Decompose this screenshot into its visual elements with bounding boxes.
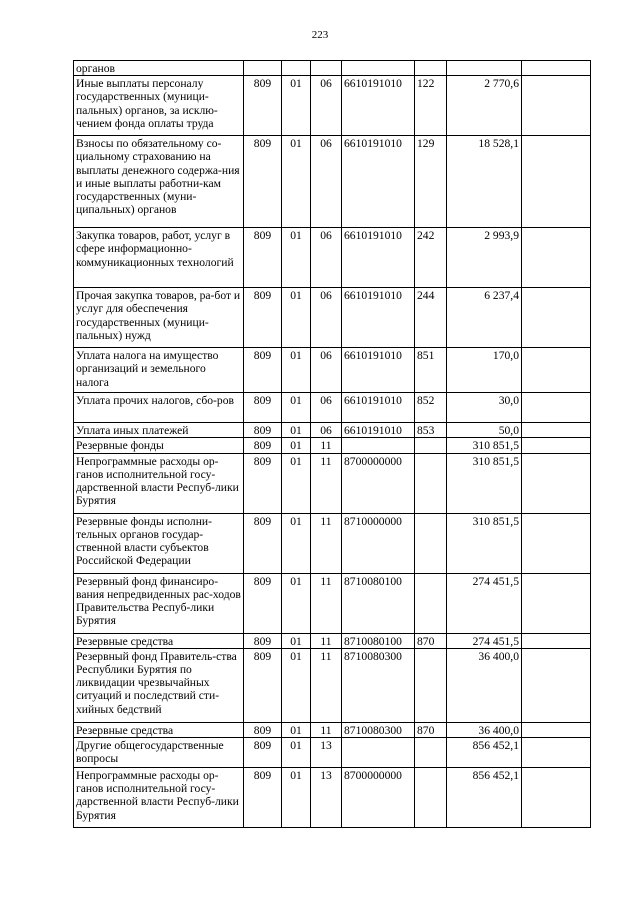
row-extra [522, 722, 591, 737]
row-csr: 6610191010 [342, 348, 415, 393]
row-grbs: 809 [244, 573, 282, 633]
table-row [74, 722, 591, 737]
table-row [74, 738, 591, 768]
row-csr [342, 738, 415, 768]
row-rz: 01 [282, 288, 311, 348]
row-extra [522, 453, 591, 513]
table-row [74, 288, 591, 348]
row-grbs: 809 [244, 393, 282, 423]
table-row [74, 633, 591, 648]
row-name: Другие общегосударственные вопросы [74, 738, 244, 768]
row-name: Прочая закупка товаров, ра-бот и услуг для обеспечения государственных (муници-пальных) нужд [74, 288, 244, 348]
row-csr: 8700000000 [342, 768, 415, 828]
row-rz: 01 [282, 348, 311, 393]
row-pr: 11 [311, 513, 342, 573]
row-vr: 853 [415, 423, 447, 438]
table-row [74, 423, 591, 438]
row-name: Резервные фонды исполни-тельных органов государ-ственной власти субъектов Российской Федерации [74, 513, 244, 573]
row-grbs: 809 [244, 348, 282, 393]
row-pr [311, 61, 342, 76]
row-csr: 6610191010 [342, 228, 415, 288]
row-vr [415, 61, 447, 76]
row-name: Резервные фонды [74, 438, 244, 453]
row-name: Резервный фонд Правитель-ства Республики Бурятия по ликвидации чрезвычайных ситуаций и последствий сти-хийных бедствий [74, 648, 244, 722]
row-csr: 8710080100 [342, 573, 415, 633]
row-pr: 13 [311, 738, 342, 768]
row-vr [415, 768, 447, 828]
row-csr [342, 61, 415, 76]
row-extra [522, 648, 591, 722]
row-name: Уплата прочих налогов, сбо-ров [74, 393, 244, 423]
row-amount [447, 61, 522, 76]
row-name: Взносы по обязательному со-циальному страхованию на выплаты денежного содержа-ния и иные выплаты работни-кам государственных (муни-ципальных) органов [74, 136, 244, 228]
row-name: Непрограммные расходы ор-ганов исполнительной госу-дарственной власти Респуб-лики Бурятия [74, 768, 244, 828]
row-csr [342, 438, 415, 453]
row-amount: 36 400,0 [447, 722, 522, 737]
row-grbs: 809 [244, 453, 282, 513]
row-csr: 8710080300 [342, 722, 415, 737]
row-extra [522, 633, 591, 648]
row-grbs: 809 [244, 738, 282, 768]
row-extra [522, 288, 591, 348]
row-grbs: 809 [244, 513, 282, 573]
row-vr: 852 [415, 393, 447, 423]
row-amount: 274 451,5 [447, 573, 522, 633]
row-rz: 01 [282, 648, 311, 722]
row-extra [522, 136, 591, 228]
row-extra [522, 61, 591, 76]
row-amount: 856 452,1 [447, 768, 522, 828]
row-csr: 6610191010 [342, 136, 415, 228]
table-row [74, 136, 591, 228]
row-vr: 870 [415, 633, 447, 648]
row-csr: 8710080300 [342, 648, 415, 722]
row-name: Непрограммные расходы ор-ганов исполнительной госу-дарственной власти Респуб-лики Бурятия [74, 453, 244, 513]
row-amount: 274 451,5 [447, 633, 522, 648]
row-pr: 11 [311, 722, 342, 737]
row-pr: 06 [311, 136, 342, 228]
row-vr [415, 438, 447, 453]
row-name: Резервные средства [74, 722, 244, 737]
row-name: Уплата иных платежей [74, 423, 244, 438]
row-amount: 18 528,1 [447, 136, 522, 228]
row-grbs: 809 [244, 438, 282, 453]
row-extra [522, 438, 591, 453]
row-rz: 01 [282, 722, 311, 737]
row-vr: 851 [415, 348, 447, 393]
row-rz: 01 [282, 738, 311, 768]
row-pr: 06 [311, 393, 342, 423]
row-csr: 6610191010 [342, 423, 415, 438]
row-rz: 01 [282, 136, 311, 228]
row-grbs: 809 [244, 76, 282, 136]
row-pr: 11 [311, 573, 342, 633]
row-amount: 36 400,0 [447, 648, 522, 722]
row-vr [415, 453, 447, 513]
row-name: Иные выплаты персоналу государственных (муници-пальных) органов, за исклю-чением фонда оплаты труда [74, 76, 244, 136]
row-name: Резервный фонд финансиро-вания непредвиденных рас-ходов Правительства Респуб-лики Бурятия [74, 573, 244, 633]
row-rz: 01 [282, 573, 311, 633]
row-amount: 2 993,9 [447, 228, 522, 288]
table-row [74, 438, 591, 453]
row-rz: 01 [282, 423, 311, 438]
row-extra [522, 76, 591, 136]
row-amount: 6 237,4 [447, 288, 522, 348]
row-pr: 11 [311, 438, 342, 453]
row-vr [415, 573, 447, 633]
row-name: Резервные средства [74, 633, 244, 648]
row-csr: 8700000000 [342, 453, 415, 513]
row-pr: 06 [311, 348, 342, 393]
row-amount: 310 851,5 [447, 438, 522, 453]
row-extra [522, 348, 591, 393]
table-row [74, 573, 591, 633]
page-number: 223 [311, 29, 329, 41]
row-pr: 06 [311, 288, 342, 348]
row-grbs: 809 [244, 633, 282, 648]
row-rz: 01 [282, 513, 311, 573]
row-rz: 01 [282, 76, 311, 136]
row-grbs: 809 [244, 648, 282, 722]
table-row [74, 348, 591, 393]
row-grbs [244, 61, 282, 76]
table-row [74, 453, 591, 513]
row-grbs: 809 [244, 423, 282, 438]
row-csr: 6610191010 [342, 393, 415, 423]
row-extra [522, 513, 591, 573]
row-pr: 06 [311, 423, 342, 438]
row-pr: 11 [311, 453, 342, 513]
row-grbs: 809 [244, 288, 282, 348]
row-vr: 244 [415, 288, 447, 348]
row-grbs: 809 [244, 228, 282, 288]
row-name: органов [74, 61, 244, 76]
table-row [74, 228, 591, 288]
row-rz [282, 61, 311, 76]
row-extra [522, 768, 591, 828]
row-pr: 06 [311, 228, 342, 288]
row-rz: 01 [282, 633, 311, 648]
row-extra [522, 393, 591, 423]
row-amount: 856 452,1 [447, 738, 522, 768]
row-amount: 310 851,5 [447, 513, 522, 573]
row-csr: 6610191010 [342, 76, 415, 136]
row-csr: 8710080100 [342, 633, 415, 648]
row-name: Закупка товаров, работ, услуг в сфере информационно-коммуникационных технологий [74, 228, 244, 288]
row-vr: 129 [415, 136, 447, 228]
table-body [74, 61, 591, 828]
row-name: Уплата налога на имущество организаций и земельного налога [74, 348, 244, 393]
row-amount: 30,0 [447, 393, 522, 423]
row-vr: 242 [415, 228, 447, 288]
row-extra [522, 228, 591, 288]
table-row [74, 76, 591, 136]
row-extra [522, 423, 591, 438]
row-amount: 170,0 [447, 348, 522, 393]
row-rz: 01 [282, 453, 311, 513]
row-rz: 01 [282, 768, 311, 828]
row-amount: 2 770,6 [447, 76, 522, 136]
row-vr [415, 513, 447, 573]
row-pr: 11 [311, 648, 342, 722]
row-pr: 11 [311, 633, 342, 648]
row-amount: 50,0 [447, 423, 522, 438]
row-csr: 8710000000 [342, 513, 415, 573]
table-row [74, 648, 591, 722]
row-vr: 870 [415, 722, 447, 737]
table-row [74, 768, 591, 828]
table-row [74, 393, 591, 423]
table-row [74, 513, 591, 573]
row-rz: 01 [282, 393, 311, 423]
row-vr [415, 648, 447, 722]
row-vr: 122 [415, 76, 447, 136]
row-grbs: 809 [244, 722, 282, 737]
row-grbs: 809 [244, 768, 282, 828]
row-extra [522, 573, 591, 633]
table-row [74, 61, 591, 76]
row-pr: 13 [311, 768, 342, 828]
row-rz: 01 [282, 438, 311, 453]
row-grbs: 809 [244, 136, 282, 228]
row-rz: 01 [282, 228, 311, 288]
row-amount: 310 851,5 [447, 453, 522, 513]
budget-table [73, 60, 591, 828]
row-csr: 6610191010 [342, 288, 415, 348]
row-vr [415, 738, 447, 768]
row-pr: 06 [311, 76, 342, 136]
row-extra [522, 738, 591, 768]
